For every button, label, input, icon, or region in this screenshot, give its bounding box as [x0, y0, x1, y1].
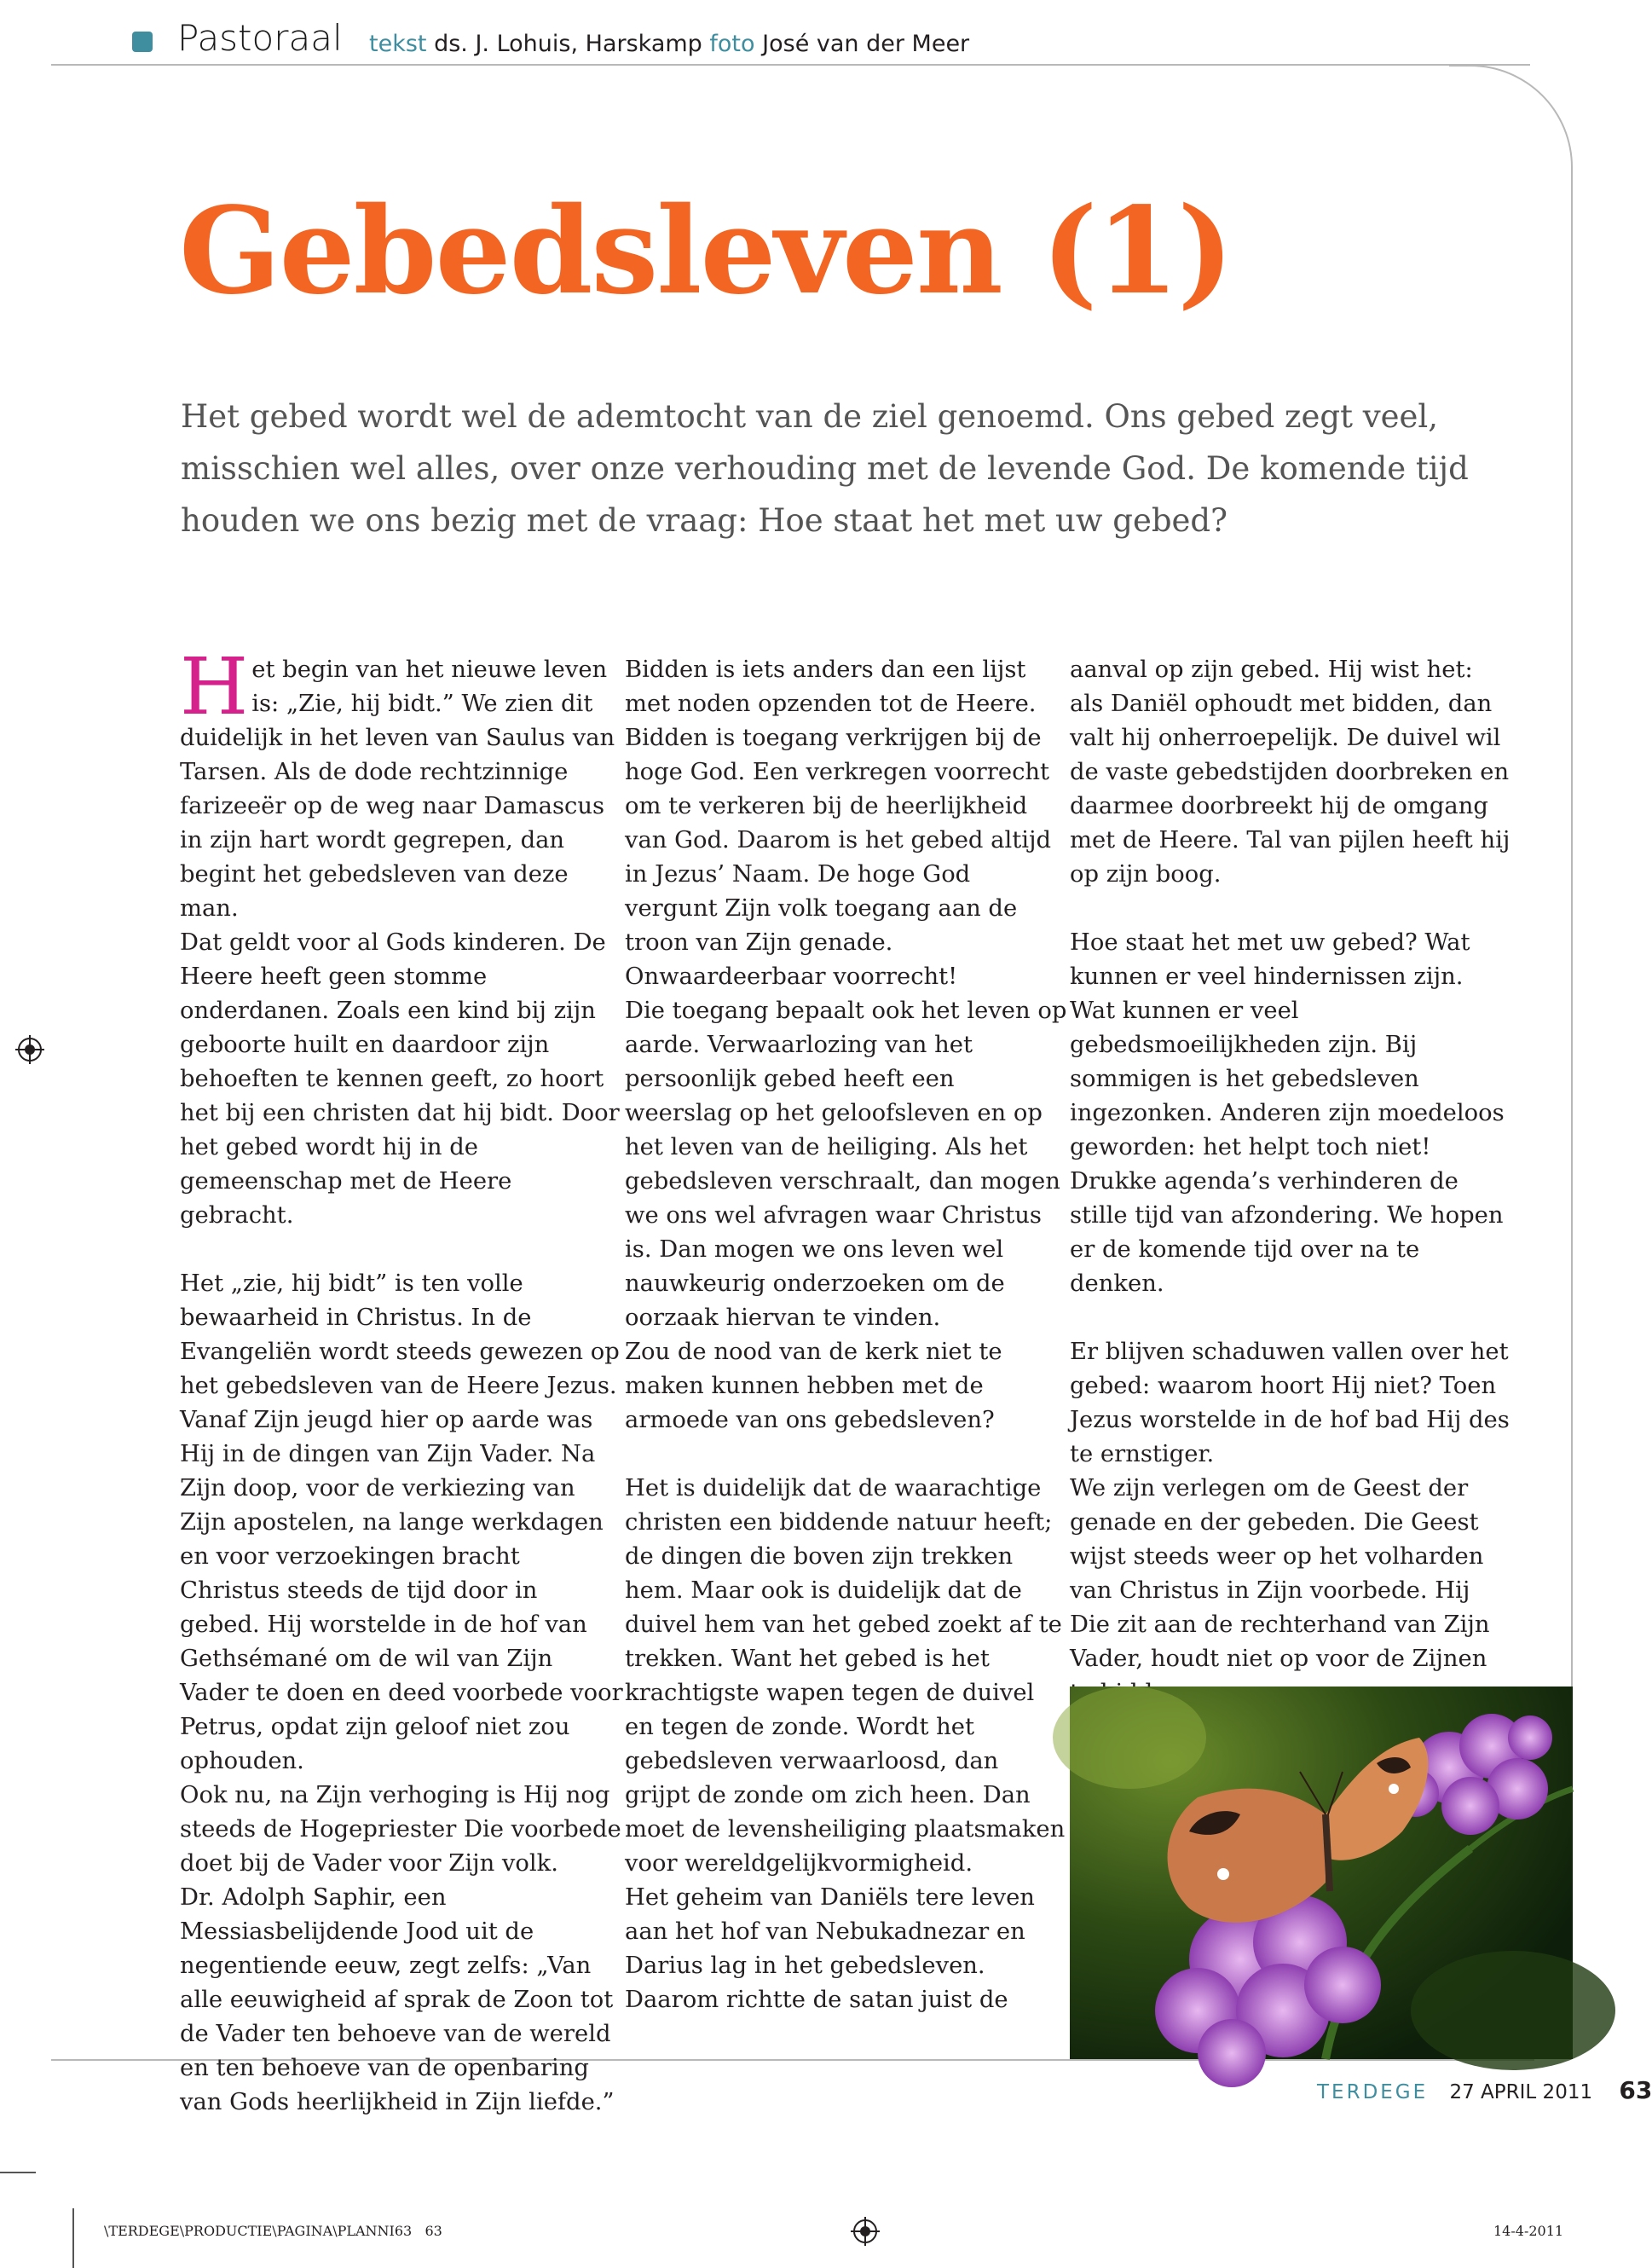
- paragraph: Ook nu, na Zijn verhoging is Hij nog steeds de Hogepriester Die voorbede doet bij de Vader voor Zijn volk.: [180, 1782, 621, 1877]
- article-title: Gebedsleven (1): [179, 182, 1233, 321]
- crop-mark: [72, 2208, 74, 2268]
- paragraph: Dat geldt voor al Gods kinderen. De Heere heeft geen stomme onderdanen. Zoals een kind bij zijn geboorte huilt en daardoor zijn behoeften te kennen geeft, zo hoort het bij een christen dat hij bidt. Door het gebed wordt hij in de gemeenschap met de Heere gebracht.: [180, 929, 620, 1229]
- paragraph: Bidden is iets anders dan een lijst met noden opzenden tot de Heere. Bidden is toegang verkrijgen bij de hoge God. Een verkregen voorrecht om te verkeren bij de heerlijkheid van God. Daarom is het gebed altijd in Jezus’ Naam. De hoge God vergunt Zijn volk toegang aan de troon van Zijn genade. Onwaardeerbaar voorrecht!: [625, 657, 1052, 990]
- slug-line: [104, 2223, 442, 2239]
- paragraph: Dr. Adolph Saphir, een Messiasbelijdende Jood uit de negentiende eeuw, zegt zelfs: „Van alle eeuwigheid af sprak de Zoon tot de Vader ten behoeve van de wereld en ten behoeve van de openbaring van Gods heerlijkheid in Zijn liefde.”: [180, 1884, 615, 2115]
- issue-date: 27 APRIL 2011: [1449, 2081, 1593, 2103]
- registration-mark-icon: [15, 1035, 44, 1064]
- butterfly-photo: [1070, 1687, 1573, 2059]
- paragraph: [180, 641, 623, 926]
- paragraph: We zijn verlegen om de Geest der genade en der gebeden. Die Geest wijst steeds weer op het volharden van Christus in Zijn voorbede. Hij Die zit aan de rechterhand van Zijn Vader, houdt niet op voor de Zijnen: [1070, 1475, 1490, 1672]
- paragraph: Hoe staat het met uw gebed? Wat kunnen er veel hindernissen zijn. Wat kunnen er veel gebedsmoeilijkheden zijn. Bij sommigen is het gebedsleven ingezonken. Anderen zijn moedeloos geworden: het helpt toch niet! Drukke agenda’s verhinderen de stille tijd van afzondering. We hopen er de komende tijd over na te denken.: [1070, 929, 1505, 1297]
- registration-mark-icon: [851, 2217, 880, 2246]
- crop-mark: [0, 2172, 36, 2173]
- text-column-2: [625, 653, 1068, 2017]
- paragraph: Het is duidelijk dat de waarachtige christen een biddende natuur heeft; de dingen die boven zijn trekken hem. Maar ook is duidelijk dat de duivel hem van het gebed zoekt af te trekken. Want het gebed is het krachtigste wapen tegen de duivel en tegen de zonde. Wordt het gebedsleven verwaarloosd, dan grijpt de zonde om zich heen. Dan moet de levensheiliging plaatsmaken voor wereldgelijkvormigheid.: [625, 1475, 1066, 1877]
- slug-date: 14-4-2011: [1493, 2223, 1564, 2239]
- author: ds. J. Lohuis, Harskamp: [434, 31, 702, 57]
- photographer: José van der Meer: [762, 31, 970, 57]
- paragraph: Het „zie, hij bidt” is ten volle bewaarheid in Christus. In de Evangeliën wordt steeds gewezen op het gebedsleven van de Heere Jezus. Vanaf Zijn jeugd hier op aarde was Hij in de dingen van Zijn Vader. Na Zijn doop, voor de verkiezing van Zijn apostelen, na lange werkdagen en voor verzoekingen bracht Christus steeds de tijd door in gebed. Hij worstelde in de hof van Gethsémané om de wil van Zijn Vader te doen en deed voorbede voor Petrus, opdat zijn geloof niet zou ophouden.: [180, 1270, 623, 1774]
- magazine-name: TERDEGE: [1317, 2081, 1429, 2103]
- paragraph: Het geheim van Daniëls tere leven aan het hof van Nebukadnezar en Darius lag in het gebedsleven. Daarom richtte de satan juist de: [625, 1884, 1035, 2013]
- paragraph: Er blijven schaduwen vallen over het gebed: waarom hoort Hij niet? Toen Jezus worstelde in de hof bad Hij des te ernstiger.: [1070, 1339, 1510, 1467]
- text-column-1: [180, 641, 623, 2120]
- text-column-3: [1070, 653, 1513, 1710]
- photo-credit-label: foto: [709, 31, 755, 57]
- slug-page: 63: [425, 2223, 442, 2239]
- paragraph-text: et begin van het nieuwe leven is: „Zie, hij bidt.” We zien dit duidelijk in het leven van Saulus van Tarsen. Als de dode rechtzinnige farizeeër op de weg naar Damascus in zijn hart wordt gegrepen, dan begint het gebedsleven van deze man.: [180, 657, 615, 922]
- page-number: 63: [1619, 2076, 1652, 2104]
- square-icon: [132, 32, 153, 52]
- paragraph: Zou de nood van de kerk niet te maken kunnen hebben met de armoede van ons gebedsleven?: [625, 1339, 1002, 1433]
- credits: [369, 31, 969, 57]
- drop-cap: H: [180, 641, 249, 732]
- text-credit-label: tekst: [369, 31, 427, 57]
- top-rule: [51, 64, 1530, 66]
- slug-path: \TERDEGE\PRODUCTIE\PAGINA\PLANNI63: [104, 2223, 413, 2239]
- article-intro: Het gebed wordt wel de ademtocht van de ziel genoemd. Ons gebed zegt veel, misschien wel alles, over onze verhouding met de levende God. De komende tijd houden we ons bezig met de vraag: Hoe staat het met uw gebed?: [181, 398, 1469, 539]
- paragraph: Die toegang bepaalt ook het leven op aarde. Verwaarlozing van het persoonlijk gebed heeft een weerslag op het geloofsleven en op het leven van de heiliging. Als het gebedsleven verschraalt, dan mogen we ons wel afvragen waar Christus is. Dan mogen we ons leven wel nauwkeurig onderzoeken om de oorzaak hiervan te vinden.: [625, 998, 1067, 1331]
- page-footer: [1317, 2076, 1652, 2104]
- paragraph: aanval op zijn gebed. Hij wist het: als Daniël ophoudt met bidden, dan valt hij onherroepelijk. De duivel wil de vaste gebedstijden doorbreken en daarmee doorbreekt hij de omgang met de Heere. Tal van pijlen heeft hij op zijn boog.: [1070, 657, 1510, 888]
- section-label: Pastoraal: [177, 17, 343, 59]
